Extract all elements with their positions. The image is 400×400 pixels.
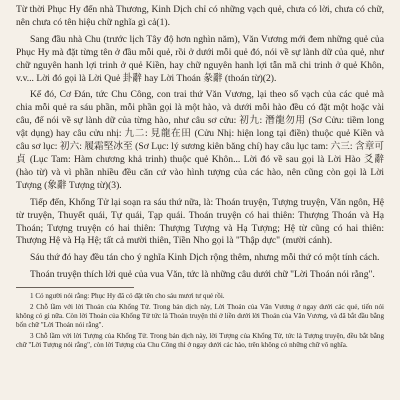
paragraph: Tiếp đến, Khổng Tử lại soạn ra sáu thứ nữa, là: Thoán truyện, Tượng truyện, Văn ngôn, Hệ từ truyện, Thuyết quái, Tự quái, Tạp quái. Thoán truyện có hai thiên: Thượng Thoán và Hạ Thoán; Tượng truyện có hai thiên: Thượng Tượng và Hạ Tượng; Hệ từ cũng có hai thiên: Thượng Hệ và Hạ Hệ; tất cả mười thiên, Tiền Nho gọi là "Thập dực" (mười cánh).	[16, 196, 384, 247]
paragraph: Sang đầu nhà Chu (trước lịch Tây độ hơn nghìn năm), Văn Vương mới đem những quẻ của Phục Hy mà đặt từng tên ở đầu mỗi quẻ, rồi ở dưới mỗi quẻ đó, nói về sự lành dữ của quẻ, như chữ nguyên hanh lợi trinh ở quẻ Kiền, hay chữ nguyên hanh lợi tẫn mã chi trinh ở quẻ Khôn, v.v... Lời đó gọi là Lời Quẻ 卦辭 hay Lời Thoán 彖辭 (thoán từ)(2).	[16, 33, 384, 84]
paragraph: Sáu thứ đó hay đều tán cho ý nghĩa Kinh Dịch rộng thêm, nhưng mỗi thứ có một tính cách.	[30, 252, 380, 264]
main-text	[16, 4, 384, 282]
footnote-divider	[16, 287, 134, 288]
paragraph: Kế đó, Cơ Đán, tức Chu Công, con trai thứ Văn Vương, lại theo số vạch của các quẻ mà chia mỗi quẻ ra sáu phần, mỗi phần gọi là một hào, và dưới mỗi hào đều có đặt một hoặc vài câu, để nói về sự lành dữ của từng hào, như câu sơ cửu: 初九: 潛龍勿用 (Sơ Cửu: tiềm long vật dụng) hay câu cửu nhị: 九二: 見龍在田 (Cửu Nhị: hiện long tại điền) thuộc quẻ Kiền và câu sơ lục: 初六: 履霜堅冰至 (Sơ Lục: lý sương kiên băng chí) hay câu lục tam: 六三: 含章可貞 (Lục Tam: Hàm chương khả trinh) thuộc quẻ Khôn... Lời đó về sau gọi là Lời Hào 爻辭 (hào từ) và vì phần nhiều đều căn cứ vào hình tượng của các hào, nên cũng còn gọi là Lời Tượng (象辭 Tượng từ)(3).	[16, 89, 384, 191]
paragraph: Thoán truyện thích lời quẻ của vua Văn, tức là những câu dưới chữ "Lời Thoán nói rằng".	[30, 269, 375, 281]
footnotes	[16, 292, 384, 349]
footnote: 1 Có người nói rằng: Phục Hy đã có đặt tên cho sáu mươi tư quẻ rồi.	[30, 292, 225, 301]
paragraph: Từ thời Phục Hy đến nhà Thương, Kinh Dịch chỉ có những vạch quẻ, chưa có lời, chưa có chữ, nên chưa có tên hiệu chữ nghĩa gì cả(1).	[16, 4, 384, 28]
footnote: 2 Chỗ lầm với lời Thoán của Khổng Tử. Trong bản dịch này, Lời Thoán của Văn Vương ở ngay dưới các quẻ, tiến nói không có gì nữa. Còn lời Thoán của Khổng Tử tức là Thoán truyện thì ở liền dưới lời Thoán của Văn Vương, và đã bắt đầu bằng bốn chữ "Lời Thoán nói rằng".	[16, 303, 384, 329]
footnote: 3 Chỗ lầm với lời Tượng của Khổng Tử. Trong bản dịch này, lời Tượng của Khổng Tử, tức là Tượng truyện, đều bắt bằng chữ "Lời Tượng nói rằng", còn lời Tượng của Chu Công thì ở ngay dưới các hào, trên không có những chữ vô nghĩa.	[16, 331, 384, 349]
